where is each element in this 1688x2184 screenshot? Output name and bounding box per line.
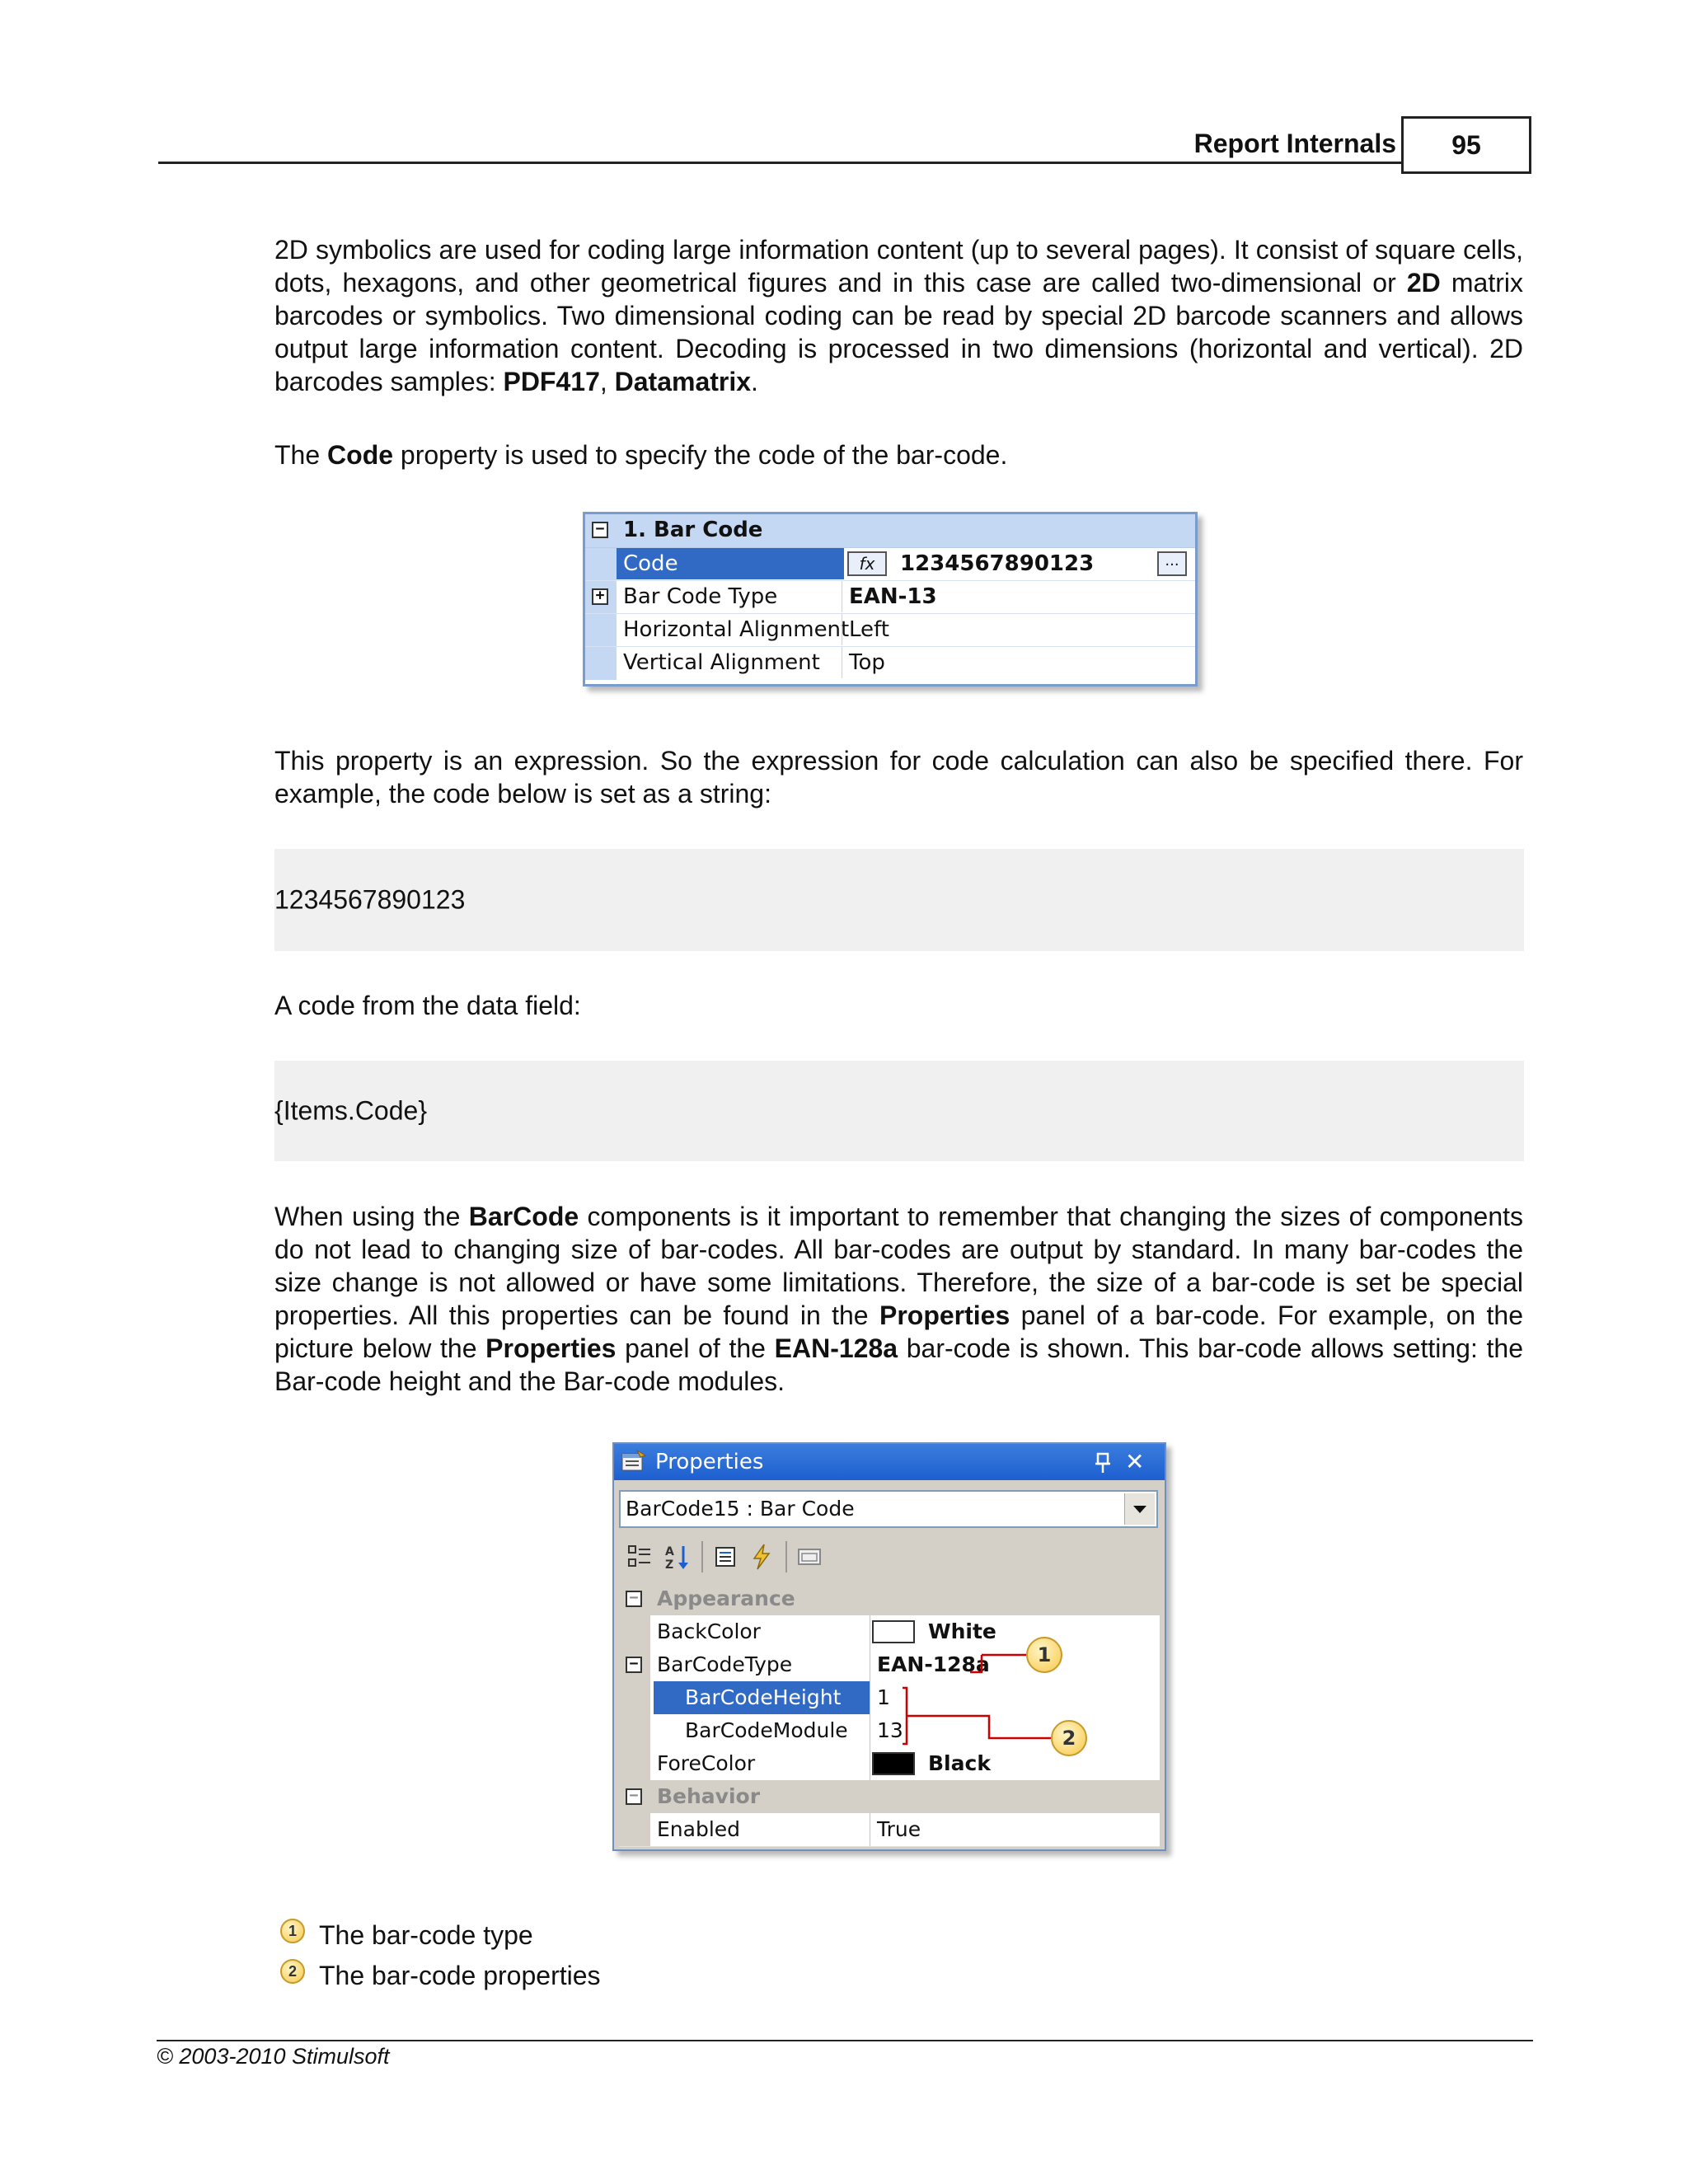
text-run: The	[274, 440, 328, 470]
footer-rule	[157, 2040, 1533, 2041]
property-name: BackColor	[657, 1619, 761, 1643]
property-name: ForeColor	[657, 1751, 756, 1775]
paragraph-2d-symbolics	[274, 233, 1523, 398]
panel-title: Properties	[655, 1450, 764, 1474]
combo-value: BarCode15 : Bar Code	[626, 1497, 855, 1521]
bold-code: Code	[327, 440, 394, 470]
text-run: When using the	[274, 1202, 469, 1231]
bold-pdf417: PDF417	[503, 367, 600, 396]
close-icon[interactable]: ✕	[1125, 1448, 1145, 1475]
category-label: 1. Bar Code	[623, 518, 763, 542]
code-text: {Items.Code}	[274, 1095, 427, 1126]
property-name: Bar Code Type	[623, 584, 778, 609]
collapse-icon[interactable]: −	[592, 522, 608, 538]
property-value[interactable]: Left	[842, 614, 889, 645]
text-run: 2D symbolics are used for coding large information content (up to several pages). It consist of square cells, dots, hexagons, and other geometrical figures and in this case are called two-dimensional or	[274, 235, 1523, 298]
text-run: panel of the	[616, 1333, 775, 1363]
paragraph-expression: This property is an expression. So the expression for code calculation can also be specified there. For example, the code below is set as a string:	[274, 746, 1523, 808]
expression-fx-icon[interactable]: fx	[847, 551, 887, 576]
property-value[interactable]: EAN-13	[842, 581, 937, 612]
text-run: .	[751, 367, 758, 396]
property-name: Horizontal Alignment	[623, 617, 850, 642]
property-row-code[interactable]	[585, 547, 1195, 581]
legend-callout-1: 1	[280, 1919, 305, 1943]
page-number: 95	[1401, 116, 1531, 174]
text-run: panel of a bar-code. For example, on the picture below the	[274, 1301, 1524, 1363]
bar-code-property-grid	[583, 512, 1198, 687]
property-name: Vertical Alignment	[623, 650, 820, 675]
property-value[interactable]: 1234567890123	[900, 551, 1095, 576]
property-row-horizontal-alignment[interactable]	[585, 613, 1195, 647]
category-row[interactable]	[585, 514, 1195, 547]
property-name: BarCodeType	[657, 1652, 793, 1676]
category-label: Behavior	[657, 1784, 761, 1808]
bold-datamatrix: Datamatrix	[614, 367, 752, 396]
callout-2: 2	[1051, 1720, 1087, 1756]
property-value: White	[928, 1619, 996, 1643]
property-value[interactable]: 13	[870, 1714, 1160, 1747]
text-run: property is used to specify the code of the bar-code.	[393, 440, 1008, 470]
svg-text:Z: Z	[665, 1558, 674, 1572]
section-title: Report Internals	[1193, 129, 1396, 158]
expand-icon[interactable]: +	[592, 588, 608, 605]
property-name: Code	[617, 548, 844, 579]
collapse-icon[interactable]: −	[626, 1591, 642, 1607]
bold-2d: 2D	[1406, 268, 1441, 298]
bold-properties: Properties	[485, 1333, 617, 1363]
svg-text:A: A	[665, 1545, 674, 1558]
code-text: 1234567890123	[274, 884, 466, 915]
text-run: ,	[599, 367, 615, 396]
text-run: matrix barcodes or symbolics. Two dimensional coding can be read by special 2D barcode scanners and allows output large information content. Decoding is processed in two dimensions (horizontal and vertical). 2D barcodes samples:	[274, 268, 1524, 396]
code-block-string	[274, 849, 1524, 951]
property-name: BarCodeModule	[685, 1718, 848, 1742]
property-value: Black	[928, 1751, 991, 1775]
bold-properties: Properties	[879, 1301, 1010, 1330]
paragraph-data-field: A code from the data field:	[274, 991, 581, 1020]
property-value[interactable]: True	[870, 1813, 1160, 1846]
text-run: components is it important to remember that changing the sizes of components do not lead to changing size of bar-codes. All bar-codes are output by standard. In many bar-codes the size change is not allowed or have some limitations. Therefore, the size of a bar-code is set be special properties. All this properties can be found in the	[274, 1202, 1524, 1330]
category-label: Appearance	[657, 1586, 795, 1610]
footer-copyright: © 2003-2010 Stimulsoft	[157, 2044, 390, 2069]
header-rule	[158, 162, 1401, 164]
code-block-data-field	[274, 1061, 1524, 1161]
property-name: Enabled	[657, 1817, 741, 1841]
paragraph-code-property	[274, 438, 1523, 471]
legend-text-2: The bar-code properties	[319, 1961, 601, 1990]
ellipsis-button[interactable]: ...	[1157, 551, 1187, 576]
legend-callout-2: 2	[280, 1959, 305, 1984]
paragraph-barcode-sizes	[274, 1200, 1523, 1398]
legend-text-1: The bar-code type	[319, 1920, 533, 1950]
callout-1: 1	[1026, 1637, 1062, 1673]
bold-ean128a: EAN-128a	[774, 1333, 898, 1363]
collapse-icon[interactable]: −	[626, 1657, 642, 1673]
property-value[interactable]: 1	[870, 1681, 1160, 1714]
property-value[interactable]: Top	[842, 647, 885, 678]
property-row-barcode-type[interactable]	[585, 580, 1195, 614]
text-run: bar-code is shown. This bar-code allows setting: the Bar-code height and the Bar-code modules.	[274, 1333, 1524, 1396]
property-name: BarCodeHeight	[654, 1681, 870, 1714]
property-value[interactable]: EAN-128a	[870, 1648, 1160, 1681]
collapse-icon[interactable]: −	[626, 1788, 642, 1805]
callout-lines	[614, 1444, 1165, 1849]
property-row-vertical-alignment[interactable]	[585, 646, 1195, 680]
bold-barcode: BarCode	[468, 1202, 579, 1231]
properties-panel	[612, 1442, 1166, 1851]
